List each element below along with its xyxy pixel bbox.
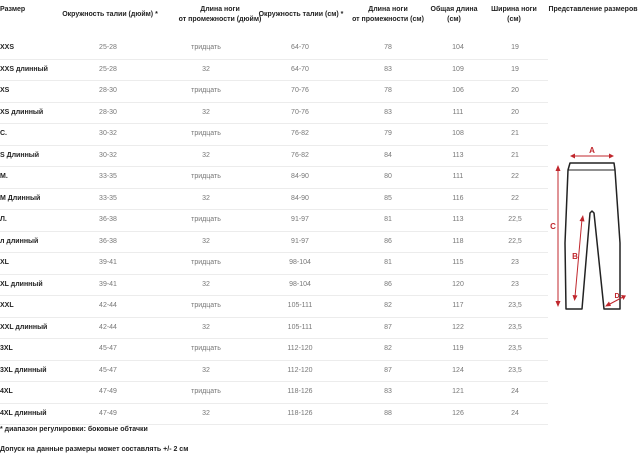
table-row xyxy=(0,295,548,318)
total-length-cell: 118 xyxy=(452,237,464,245)
waist-in-cell: 39-41 xyxy=(99,280,117,288)
inseam-in-cell: 32 xyxy=(202,237,210,245)
size-cell: Л. xyxy=(0,216,7,223)
inseam-in-cell: 32 xyxy=(202,280,210,288)
size-cell: л длинный xyxy=(0,237,39,245)
inseam-cm-cell: 88 xyxy=(384,409,392,417)
waist-in-cell: 45-47 xyxy=(99,366,117,374)
inseam-cm-cell: 84 xyxy=(384,151,392,159)
waist-cm-cell: 105-111 xyxy=(287,302,313,309)
leg-width-cell: 20 xyxy=(511,87,519,94)
leg-width-cell: 22 xyxy=(511,173,519,180)
header-waist-in: Окружность талии (дюйм) * xyxy=(62,11,158,18)
inseam-cm-cell: 81 xyxy=(384,259,392,266)
waist-cm-cell: 70-76 xyxy=(291,87,309,94)
header-total-length: Общая длина (см) xyxy=(430,6,478,23)
size-cell: XS xyxy=(0,87,10,94)
inseam-in-cell: тридцать xyxy=(191,216,221,223)
waist-in-cell: 47-49 xyxy=(99,409,117,417)
inseam-in-cell: тридцать xyxy=(191,345,221,352)
inseam-cm-cell: 78 xyxy=(384,87,392,94)
inseam-in-cell: тридцать xyxy=(191,44,221,51)
inseam-in-cell: тридцать xyxy=(191,87,221,94)
waist-cm-cell: 84-90 xyxy=(291,194,309,202)
table-row xyxy=(0,381,548,404)
leg-width-cell: 21 xyxy=(511,151,519,159)
dimension-b-label: B xyxy=(572,252,578,261)
table-row xyxy=(0,231,548,254)
inseam-cm-cell: 86 xyxy=(384,280,392,288)
header-diagram: Представление размеров xyxy=(548,6,638,13)
total-length-cell: 111 xyxy=(452,108,464,116)
total-length-cell: 109 xyxy=(452,65,464,73)
leg-width-cell: 23,5 xyxy=(508,345,522,352)
waist-cm-cell: 91-97 xyxy=(291,237,309,245)
total-length-cell: 113 xyxy=(452,216,464,223)
size-cell: XS длинный xyxy=(0,108,44,116)
total-length-cell: 106 xyxy=(452,87,464,94)
waist-cm-cell: 76-82 xyxy=(291,130,309,137)
total-length-cell: 111 xyxy=(452,173,464,180)
leg-width-cell: 20 xyxy=(511,108,519,116)
waist-in-cell: 39-41 xyxy=(99,259,117,266)
leg-width-cell: 22,5 xyxy=(508,216,522,223)
waist-in-cell: 30-32 xyxy=(99,130,117,137)
waist-cm-cell: 118-126 xyxy=(287,409,313,417)
inseam-cm-cell: 85 xyxy=(384,194,392,202)
table-row xyxy=(0,145,548,168)
leg-width-cell: 24 xyxy=(511,409,519,417)
table-row xyxy=(0,166,548,189)
waist-cm-cell: 64-70 xyxy=(291,44,309,51)
leg-width-cell: 22,5 xyxy=(508,237,522,245)
table-row xyxy=(0,360,548,383)
table-row xyxy=(0,209,548,232)
waist-cm-cell: 112-120 xyxy=(287,345,313,352)
inseam-in-cell: тридцать xyxy=(191,259,221,266)
waist-in-cell: 36-38 xyxy=(99,216,117,223)
total-length-cell: 124 xyxy=(452,366,464,374)
size-cell: XXS длинный xyxy=(0,65,48,73)
dimension-a-arrow-right xyxy=(609,154,614,159)
header-inseam-in: Длина ноги от промежности (дюйм) xyxy=(178,6,262,23)
tolerance-note: Допуск на данные размеры может составлять +/- 2 см xyxy=(0,446,189,453)
total-length-cell: 108 xyxy=(452,130,464,137)
table-row xyxy=(0,37,548,60)
dimension-c-arrow-bottom xyxy=(556,301,561,307)
size-cell: XXS xyxy=(0,44,15,51)
waist-in-cell: 42-44 xyxy=(99,302,117,309)
dimension-c-arrow-top xyxy=(556,165,561,171)
total-length-cell: 104 xyxy=(452,44,464,51)
inseam-cm-cell: 83 xyxy=(384,65,392,73)
waist-cm-cell: 98-104 xyxy=(289,280,311,288)
header-waist-cm: Окружность талии (см) * xyxy=(258,11,344,18)
total-length-cell: 115 xyxy=(452,259,464,266)
inseam-cm-cell: 82 xyxy=(384,302,392,309)
waist-in-cell: 42-44 xyxy=(99,323,117,331)
table-row xyxy=(0,338,548,361)
size-cell: 4XL xyxy=(0,388,13,395)
leg-width-cell: 19 xyxy=(511,44,519,51)
waist-in-cell: 28-30 xyxy=(99,87,117,94)
header-size: Размер xyxy=(0,6,26,13)
table-row xyxy=(0,252,548,275)
size-cell: S Длинный xyxy=(0,151,40,159)
waist-in-cell: 47-49 xyxy=(99,388,117,395)
waist-in-cell: 33-35 xyxy=(99,194,117,202)
table-row xyxy=(0,403,548,426)
leg-width-cell: 22 xyxy=(511,194,519,202)
waist-in-cell: 45-47 xyxy=(99,345,117,352)
waist-cm-cell: 118-126 xyxy=(287,388,313,395)
header-leg-width: Ширина ноги (см) xyxy=(491,6,537,23)
inseam-cm-cell: 81 xyxy=(384,216,392,223)
total-length-cell: 126 xyxy=(452,409,464,417)
leg-width-cell: 23,5 xyxy=(508,323,522,331)
size-cell: XXL длинный xyxy=(0,323,48,331)
inseam-cm-cell: 83 xyxy=(384,108,392,116)
inseam-in-cell: 32 xyxy=(202,409,210,417)
waist-in-cell: 25-28 xyxy=(99,65,117,73)
table-row xyxy=(0,188,548,211)
dimension-c-label: C xyxy=(550,222,556,231)
waist-cm-cell: 64-70 xyxy=(291,65,309,73)
dimension-a-arrow-left xyxy=(570,154,575,159)
leg-width-cell: 23,5 xyxy=(508,302,522,309)
inseam-in-cell: 32 xyxy=(202,108,210,116)
table-row xyxy=(0,317,548,340)
dimension-a-label: A xyxy=(589,146,595,155)
inseam-cm-cell: 87 xyxy=(384,366,392,374)
waist-cm-cell: 84-90 xyxy=(291,173,309,180)
waist-cm-cell: 105-111 xyxy=(287,323,313,331)
total-length-cell: 121 xyxy=(452,388,464,395)
waist-cm-cell: 91-97 xyxy=(291,216,309,223)
size-cell: М. xyxy=(0,173,8,180)
size-cell: 3XL xyxy=(0,345,13,352)
total-length-cell: 119 xyxy=(452,345,464,352)
inseam-in-cell: 32 xyxy=(202,151,210,159)
leg-width-cell: 23 xyxy=(511,280,519,288)
inseam-in-cell: тридцать xyxy=(191,173,221,180)
size-cell: 4XL длинный xyxy=(0,409,47,417)
total-length-cell: 117 xyxy=(452,302,464,309)
total-length-cell: 116 xyxy=(452,194,464,202)
leg-width-cell: 24 xyxy=(511,388,519,395)
inseam-cm-cell: 87 xyxy=(384,323,392,331)
size-cell: С. xyxy=(0,130,7,137)
table-row xyxy=(0,59,548,82)
inseam-cm-cell: 86 xyxy=(384,237,392,245)
leg-width-cell: 19 xyxy=(511,65,519,73)
inseam-cm-cell: 78 xyxy=(384,44,392,51)
size-cell: 3XL длинный xyxy=(0,366,47,374)
waist-cm-cell: 98-104 xyxy=(289,259,311,266)
table-row xyxy=(0,123,548,146)
waist-in-cell: 36-38 xyxy=(99,237,117,245)
waist-in-cell: 25-28 xyxy=(99,44,117,51)
leg-width-cell: 21 xyxy=(511,130,519,137)
waist-cm-cell: 70-76 xyxy=(291,108,309,116)
size-cell: XL длинный xyxy=(0,280,43,288)
inseam-cm-cell: 82 xyxy=(384,345,392,352)
total-length-cell: 120 xyxy=(452,280,464,288)
inseam-in-cell: 32 xyxy=(202,194,210,202)
table-row xyxy=(0,80,548,103)
waist-in-cell: 33-35 xyxy=(99,173,117,180)
leg-width-cell: 23,5 xyxy=(508,366,522,374)
inseam-in-cell: тридцать xyxy=(191,388,221,395)
inseam-cm-cell: 79 xyxy=(384,130,392,137)
trousers-outline xyxy=(565,163,620,309)
inseam-cm-cell: 80 xyxy=(384,173,392,180)
inseam-cm-cell: 83 xyxy=(384,388,392,395)
table-row xyxy=(0,274,548,297)
size-cell: XXL xyxy=(0,302,14,309)
waist-cm-cell: 112-120 xyxy=(287,366,313,374)
header-inseam-cm: Длина ноги от промежности (см) xyxy=(352,6,424,23)
total-length-cell: 113 xyxy=(452,151,464,159)
trousers-measurement-diagram xyxy=(548,143,638,318)
total-length-cell: 122 xyxy=(452,323,464,331)
waist-in-cell: 28-30 xyxy=(99,108,117,116)
inseam-in-cell: 32 xyxy=(202,366,210,374)
size-cell: М Длинный xyxy=(0,194,41,202)
leg-width-cell: 23 xyxy=(511,259,519,266)
waist-cm-cell: 76-82 xyxy=(291,151,309,159)
inseam-in-cell: тридцать xyxy=(191,130,221,137)
inseam-in-cell: 32 xyxy=(202,65,210,73)
inseam-in-cell: 32 xyxy=(202,323,210,331)
table-row xyxy=(0,102,548,125)
dimension-d-label: D xyxy=(614,293,620,300)
adjustment-note: * диапазон регулировки: боковые обтачки xyxy=(0,426,148,433)
waist-in-cell: 30-32 xyxy=(99,151,117,159)
inseam-in-cell: тридцать xyxy=(191,302,221,309)
size-cell: XL xyxy=(0,259,9,266)
